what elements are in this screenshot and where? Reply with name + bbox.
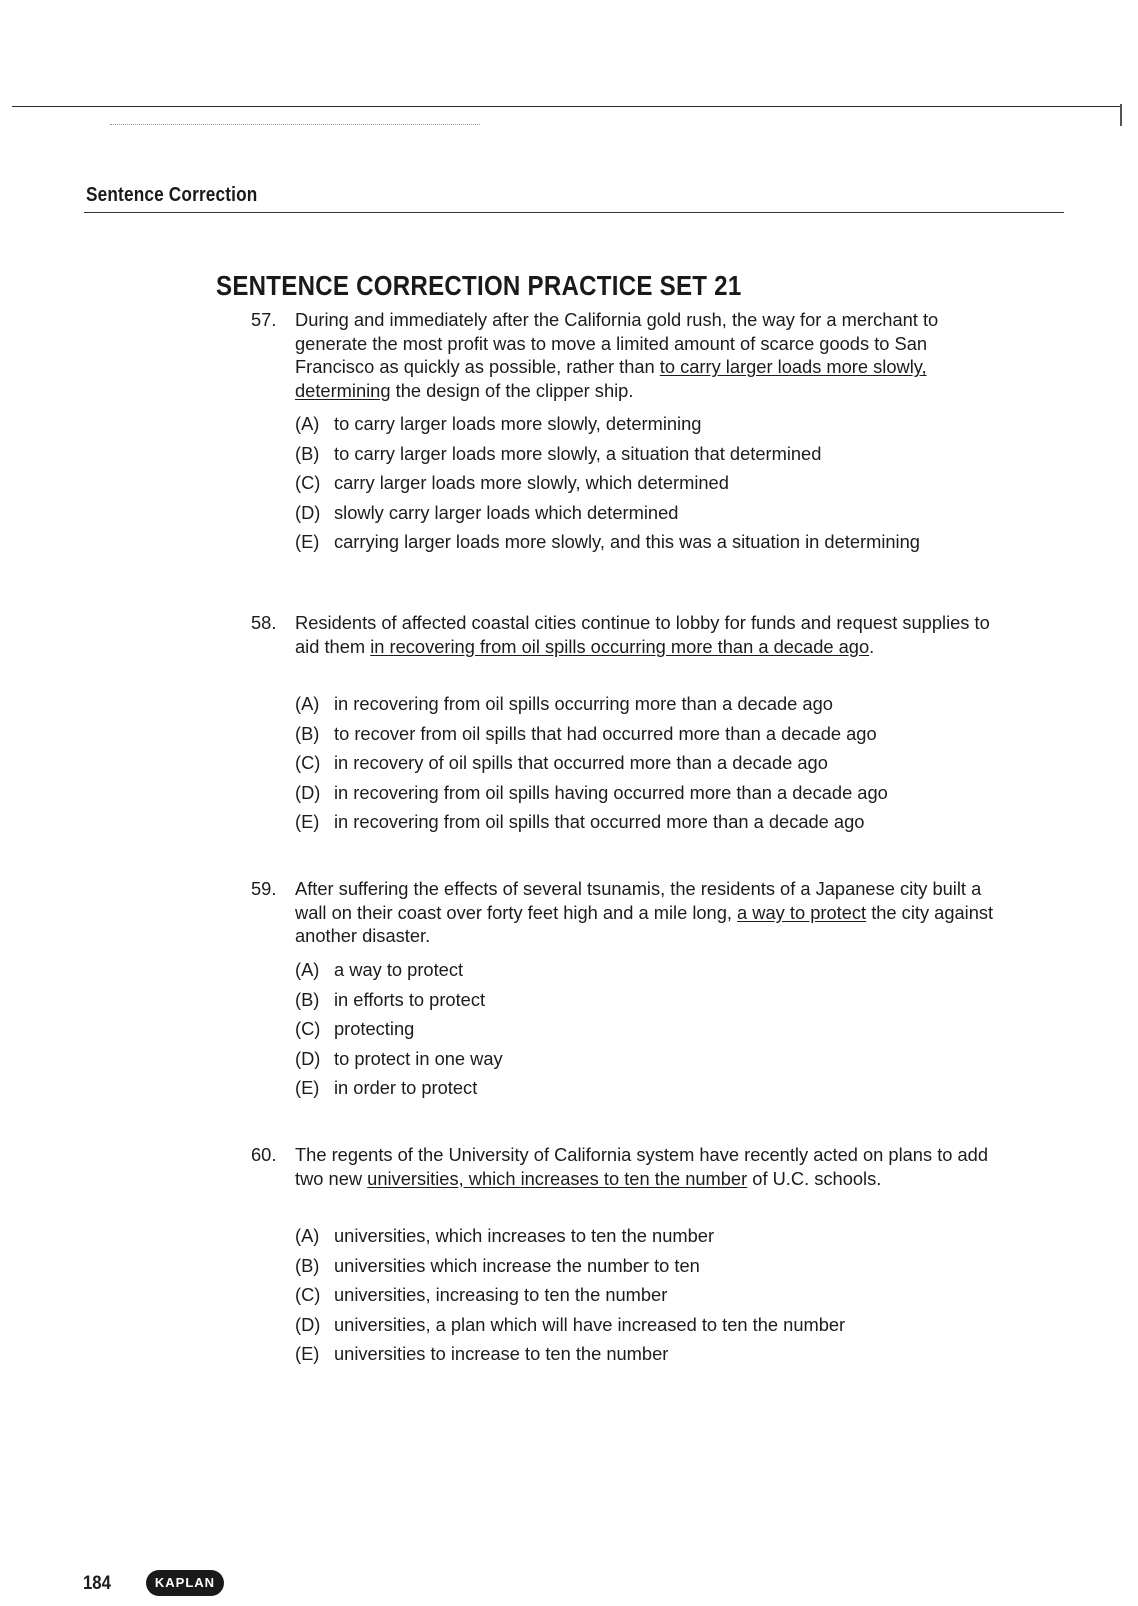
stem-underlined-text: a way to protect: [737, 901, 867, 923]
choice-text: in recovery of oil spills that occurred more than a decade ago: [334, 752, 828, 773]
answer-choice-b[interactable]: [295, 1254, 845, 1284]
choice-text: carry larger loads more slowly, which determined: [334, 472, 729, 493]
choice-letter: (C): [295, 472, 321, 493]
choice-letter: (A): [295, 959, 320, 980]
answer-choice-a[interactable]: [295, 692, 888, 722]
choice-text: carrying larger loads more slowly, and this was a situation in determining: [334, 531, 920, 552]
choice-letter: (E): [295, 1343, 320, 1364]
answer-choice-a[interactable]: [295, 412, 920, 442]
question-number: 59.: [251, 878, 277, 899]
answer-choice-c[interactable]: [295, 471, 920, 501]
choice-text: universities, a plan which will have increased to ten the number: [334, 1313, 846, 1335]
answer-choice-b[interactable]: [295, 442, 920, 472]
choice-letter: (C): [295, 752, 321, 773]
answer-choice-c[interactable]: [295, 751, 888, 781]
choice-letter: (C): [295, 1018, 321, 1039]
choice-letter: (B): [295, 442, 320, 464]
choice-letter: (B): [295, 1254, 320, 1276]
choice-text: to protect in one way: [334, 1047, 503, 1069]
choice-letter: (A): [295, 1225, 320, 1246]
stem-text: During and immediately after the California gold rush, the way for a merchant to generate the most profit was to move a limited amount of scarce goods to San Francisco as quickly as possible, rather than: [295, 309, 939, 378]
choice-text: in recovering from oil spills occurring more than a decade ago: [334, 693, 833, 714]
choice-text: in order to protect: [334, 1077, 478, 1098]
stem-underlined-text: to carry larger loads more slowly, determining: [295, 356, 927, 401]
stem-text: the city against another disaster.: [295, 901, 994, 947]
choice-letter: (D): [295, 501, 321, 523]
choice-letter: (E): [295, 531, 320, 552]
scan-noise-dots: [110, 124, 480, 125]
stem-text: The regents of the University of California system have recently acted on plans to add two new: [295, 1144, 989, 1189]
stem-text: .: [869, 635, 875, 657]
answer-choices: [295, 958, 503, 1106]
answer-choice-e[interactable]: [295, 1076, 503, 1106]
choice-letter: (D): [295, 1047, 321, 1069]
choice-text: universities to increase to ten the number: [334, 1343, 669, 1364]
choice-text: to carry larger loads more slowly, determining: [334, 413, 702, 434]
answer-choices: [295, 412, 920, 560]
choice-text: universities, which increases to ten the number: [334, 1225, 715, 1246]
answer-choice-a[interactable]: [295, 1224, 845, 1254]
page-number: 184: [83, 1573, 111, 1594]
answer-choice-d[interactable]: [295, 781, 888, 811]
answer-choice-a[interactable]: [295, 958, 503, 988]
answer-choices: [295, 692, 888, 840]
choice-letter: (D): [295, 1313, 321, 1335]
choice-text: in recovering from oil spills having occurred more than a decade ago: [334, 781, 888, 803]
answer-choice-e[interactable]: [295, 530, 920, 560]
answer-choices: [295, 1224, 845, 1372]
question-number: 58.: [251, 612, 277, 633]
page-title: SENTENCE CORRECTION PRACTICE SET 21: [216, 270, 742, 301]
choice-text: universities which increase the number to ten: [334, 1254, 700, 1276]
choice-letter: (B): [295, 722, 320, 744]
answer-choice-c[interactable]: [295, 1283, 845, 1313]
choice-text: universities, increasing to ten the number: [334, 1284, 668, 1305]
question-number: 60.: [251, 1144, 277, 1165]
question-stem: [295, 877, 995, 948]
section-title: Sentence Correction: [86, 184, 258, 206]
header-rule: [84, 212, 1064, 213]
question-stem: [295, 611, 995, 658]
answer-choice-e[interactable]: [295, 1342, 845, 1372]
answer-choice-b[interactable]: [295, 988, 503, 1018]
question-stem: [295, 1143, 995, 1190]
choice-text: in recovering from oil spills that occurred more than a decade ago: [334, 811, 865, 832]
answer-choice-d[interactable]: [295, 501, 920, 531]
answer-choice-c[interactable]: [295, 1017, 503, 1047]
stem-text: Residents of affected coastal cities continue to lobby for funds and request supplies to aid them: [295, 612, 990, 657]
choice-text: a way to protect: [334, 959, 464, 980]
choice-letter: (A): [295, 693, 320, 714]
choice-text: in efforts to protect: [334, 988, 486, 1010]
choice-text: to carry larger loads more slowly, a situation that determined: [334, 442, 822, 464]
choice-letter: (E): [295, 1077, 320, 1098]
stem-text: After suffering the effects of several tsunamis, the residents of a Japanese city built a wall on their coast over forty feet high and a mile long,: [295, 878, 982, 923]
choice-letter: (A): [295, 413, 320, 434]
top-scan-rule-end: [1106, 104, 1122, 126]
answer-choice-e[interactable]: [295, 810, 888, 840]
choice-letter: (E): [295, 811, 320, 832]
stem-underlined-text: universities, which increases to ten the number: [367, 1167, 748, 1189]
choice-text: to recover from oil spills that had occurred more than a decade ago: [334, 722, 877, 744]
answer-choice-b[interactable]: [295, 722, 888, 752]
choice-text: slowly carry larger loads which determined: [334, 501, 679, 523]
choice-text: protecting: [334, 1018, 415, 1039]
question-stem: [295, 308, 995, 402]
choice-letter: (D): [295, 781, 321, 803]
answer-choice-d[interactable]: [295, 1313, 845, 1343]
choice-letter: (C): [295, 1284, 321, 1305]
question-number: 57.: [251, 309, 277, 330]
stem-underlined-text: in recovering from oil spills occurring more than a decade ago: [370, 635, 870, 657]
choice-letter: (B): [295, 988, 320, 1010]
answer-choice-d[interactable]: [295, 1047, 503, 1077]
kaplan-logo: KAPLAN: [146, 1570, 224, 1596]
top-scan-rule: [12, 106, 1122, 107]
stem-text: of U.C. schools.: [747, 1167, 882, 1189]
stem-text: the design of the clipper ship.: [390, 379, 634, 401]
